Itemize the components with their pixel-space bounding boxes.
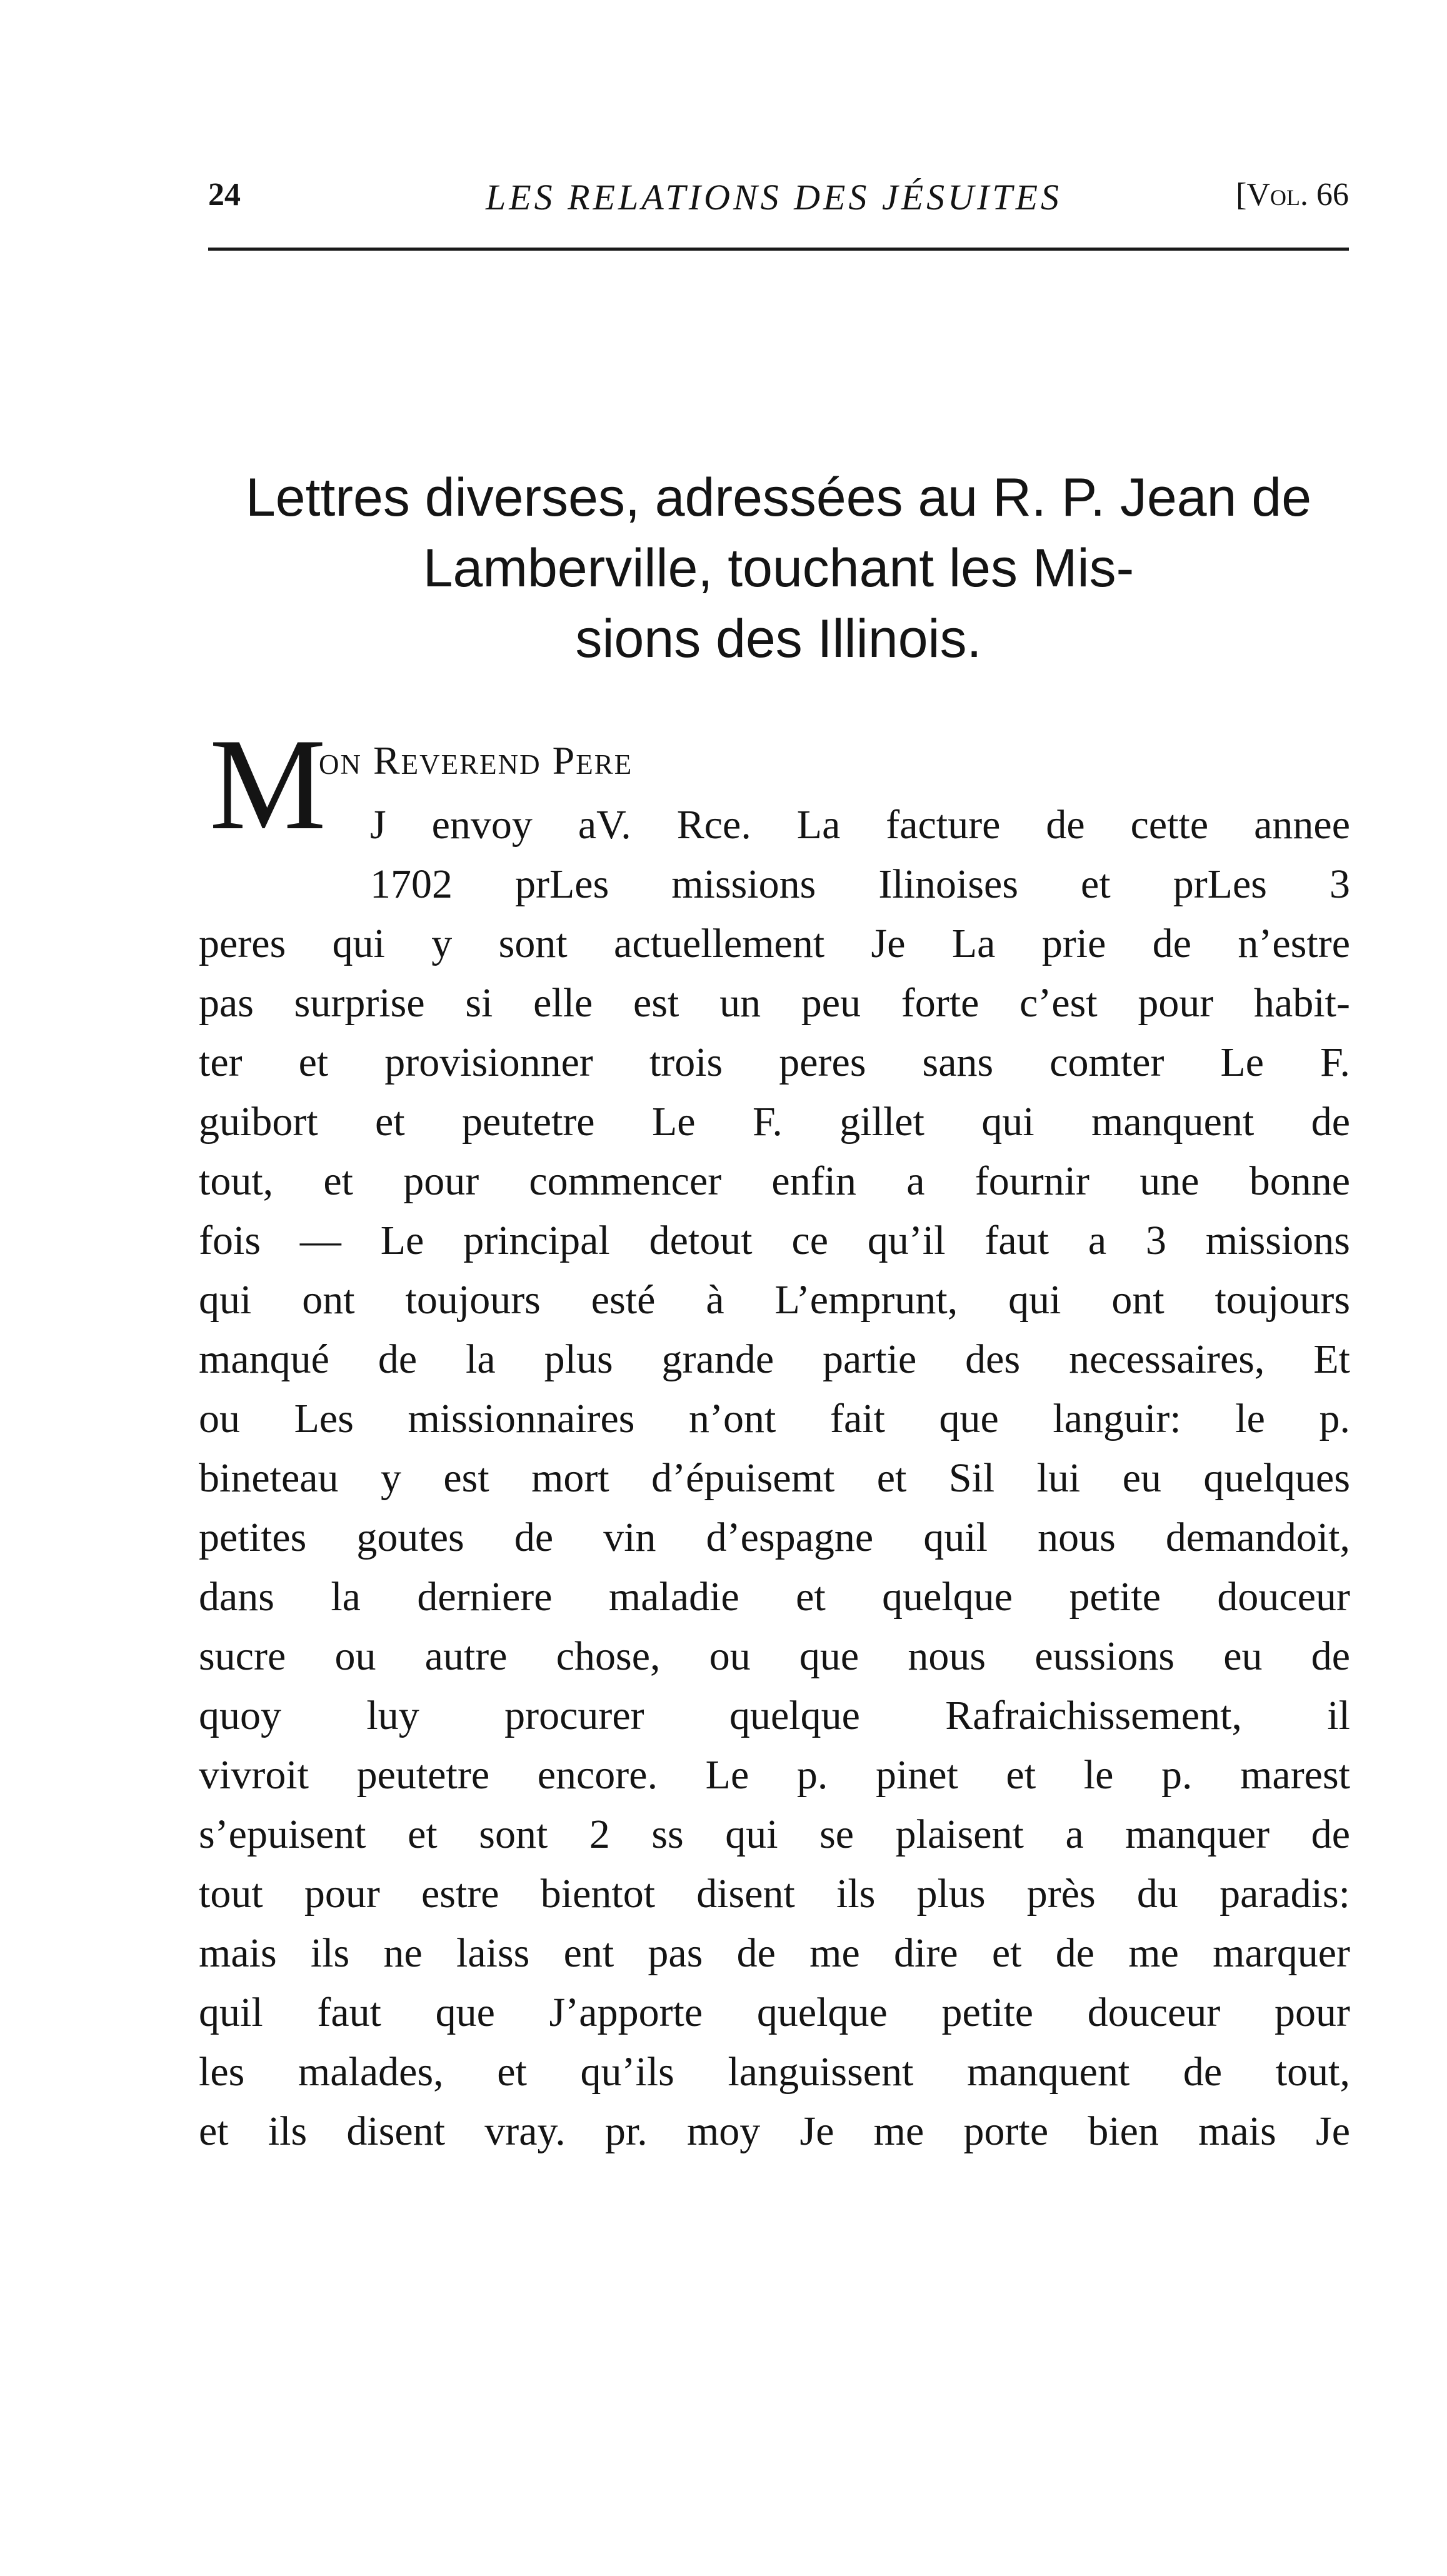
text-line: s’epuisent et sont 2 ss qui se plaisent a manquer de	[199, 1812, 1350, 1857]
salutation: on Reverend Pere	[319, 738, 633, 783]
text-line: quil faut que J’apporte quelque petite douceur pour	[199, 1990, 1350, 2035]
section-heading	[208, 463, 1349, 674]
text-line: dans la derniere maladie et quelque petite douceur	[199, 1574, 1350, 1620]
text-line: les malades, et qu’ils languissent manquent de tout,	[199, 2049, 1350, 2095]
text-line: peres qui y sont actuellement Je La prie de n’estre	[199, 921, 1350, 966]
heading-line: Lamberville, touchant les Mis-	[423, 538, 1134, 598]
text-line: quoy luy procurer quelque Rafraichissement, il	[199, 1693, 1350, 1738]
text-line: pas surprise si elle est un peu forte c’est pour habit-	[199, 980, 1350, 1026]
text-line: tout pour estre bientot disent ils plus près du paradis:	[199, 1871, 1350, 1917]
text-line: 1702 prLes missions Ilinoises et prLes 3	[370, 861, 1350, 907]
heading-line: Lettres diverses, adressées au R. P. Jean de	[245, 468, 1312, 528]
text-line: mais ils ne laiss ent pas de me dire et de me marquer	[199, 1930, 1350, 1976]
volume-label: [Vol. 66	[1236, 177, 1349, 213]
text-line: et ils disent vray. pr. moy Je me porte bien mais Je	[199, 2108, 1350, 2154]
header-rule	[208, 248, 1349, 251]
text-line: petites goutes de vin d’espagne quil nous demandoit,	[199, 1515, 1350, 1560]
text-line: bineteau y est mort d’épuisemt et Sil lui eu quelques	[199, 1455, 1350, 1501]
text-line: fois — Le principal detout ce qu’il faut a 3 missions	[199, 1218, 1350, 1263]
text-line: sucre ou autre chose, ou que nous eussions eu de	[199, 1633, 1350, 1679]
text-line: ou Les missionnaires n’ont fait que languir: le p.	[199, 1396, 1350, 1441]
page-number: 24	[208, 177, 241, 213]
text-line: vivroit peutetre encore. Le p. pinet et le p. marest	[199, 1752, 1350, 1798]
drop-cap: M	[209, 712, 326, 857]
text-line: guibort et peutetre Le F. gillet qui manquent de	[199, 1099, 1350, 1145]
heading-line: sions des Illinois.	[575, 609, 982, 669]
running-header	[208, 176, 1349, 220]
text-line: tout, et pour commencer enfin a fournir une bonne	[199, 1158, 1350, 1204]
text-line: J envoy aV. Rce. La facture de cette annee	[370, 802, 1350, 848]
text-line: ter et provisionner trois peres sans comter Le F.	[199, 1040, 1350, 1085]
running-title: LES RELATIONS DES JÉSUITES	[485, 177, 1063, 218]
text-line: manqué de la plus grande partie des necessaires, Et	[199, 1336, 1350, 1382]
text-line: qui ont toujours esté à L’emprunt, qui ont toujours	[199, 1277, 1350, 1323]
